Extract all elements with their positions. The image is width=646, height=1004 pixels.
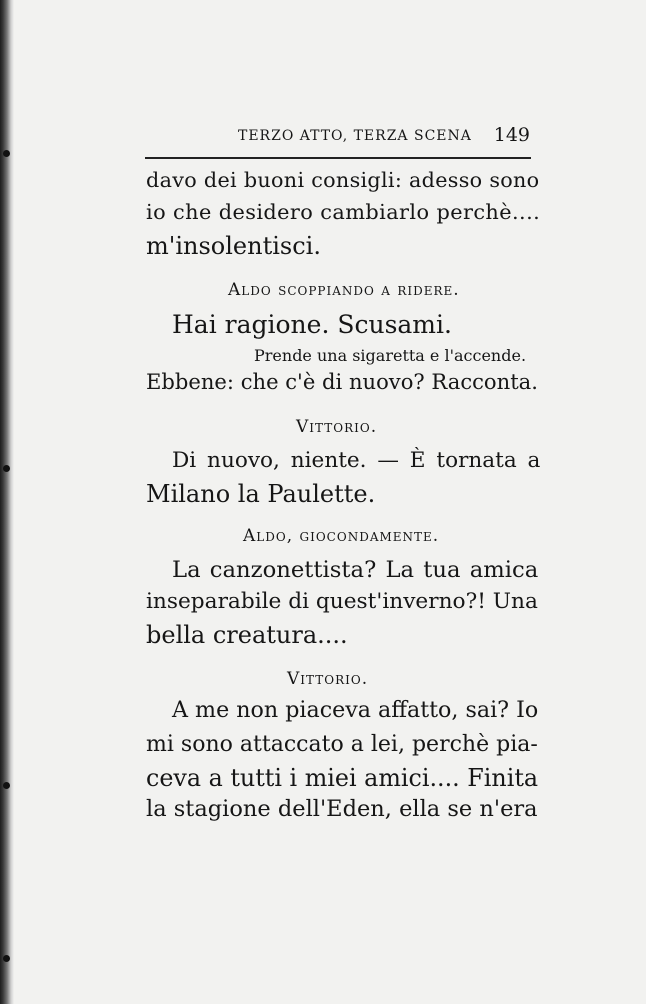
text-line: Di nuovo, niente. — È tornata a: [172, 448, 541, 473]
speaker-name: Vittorio.: [296, 417, 378, 437]
text-line: Ebbene: che c'è di nuovo? Racconta.: [146, 369, 538, 394]
stage-direction: Prende una sigaretta e l'accende.: [254, 346, 527, 365]
text-line: io che desidero cambiarlo perchè....: [146, 200, 541, 224]
text-line: bella creatura....: [146, 621, 348, 649]
text-line: A me non piaceva affatto, sai? Io: [172, 697, 539, 723]
speaker-direction: Aldo, giocondamente.: [243, 526, 440, 546]
text-line: La canzonettista? La tua amica: [172, 557, 539, 583]
text-line: mi sono attaccato a lei, perchè pia-: [146, 732, 538, 757]
text-line: inseparabile di quest'inverno?! Una: [146, 589, 538, 614]
header-rule: [145, 157, 531, 159]
binding-mark: [3, 150, 10, 157]
text-line: ceva a tutti i miei amici.... Finita: [146, 764, 539, 792]
text-line: la stagione dell'Eden, ella se n'era: [146, 796, 538, 822]
binding-mark: [3, 955, 10, 962]
running-title: TERZO ATTO, TERZA SCENA: [238, 128, 472, 144]
speaker-direction: Aldo scoppiando a ridere.: [228, 280, 460, 300]
binding-mark: [3, 782, 10, 789]
binding-mark: [3, 465, 10, 472]
speaker-name: Vittorio.: [287, 669, 369, 689]
text-line: Hai ragione. Scusami.: [172, 310, 452, 339]
text-line: m'insolentisci.: [146, 232, 321, 260]
page-number: 149: [493, 124, 530, 146]
page-binding-edge: [0, 0, 14, 1004]
text-line: Milano la Paulette.: [146, 480, 376, 508]
text-line: davo dei buoni consigli: adesso sono: [146, 168, 540, 192]
